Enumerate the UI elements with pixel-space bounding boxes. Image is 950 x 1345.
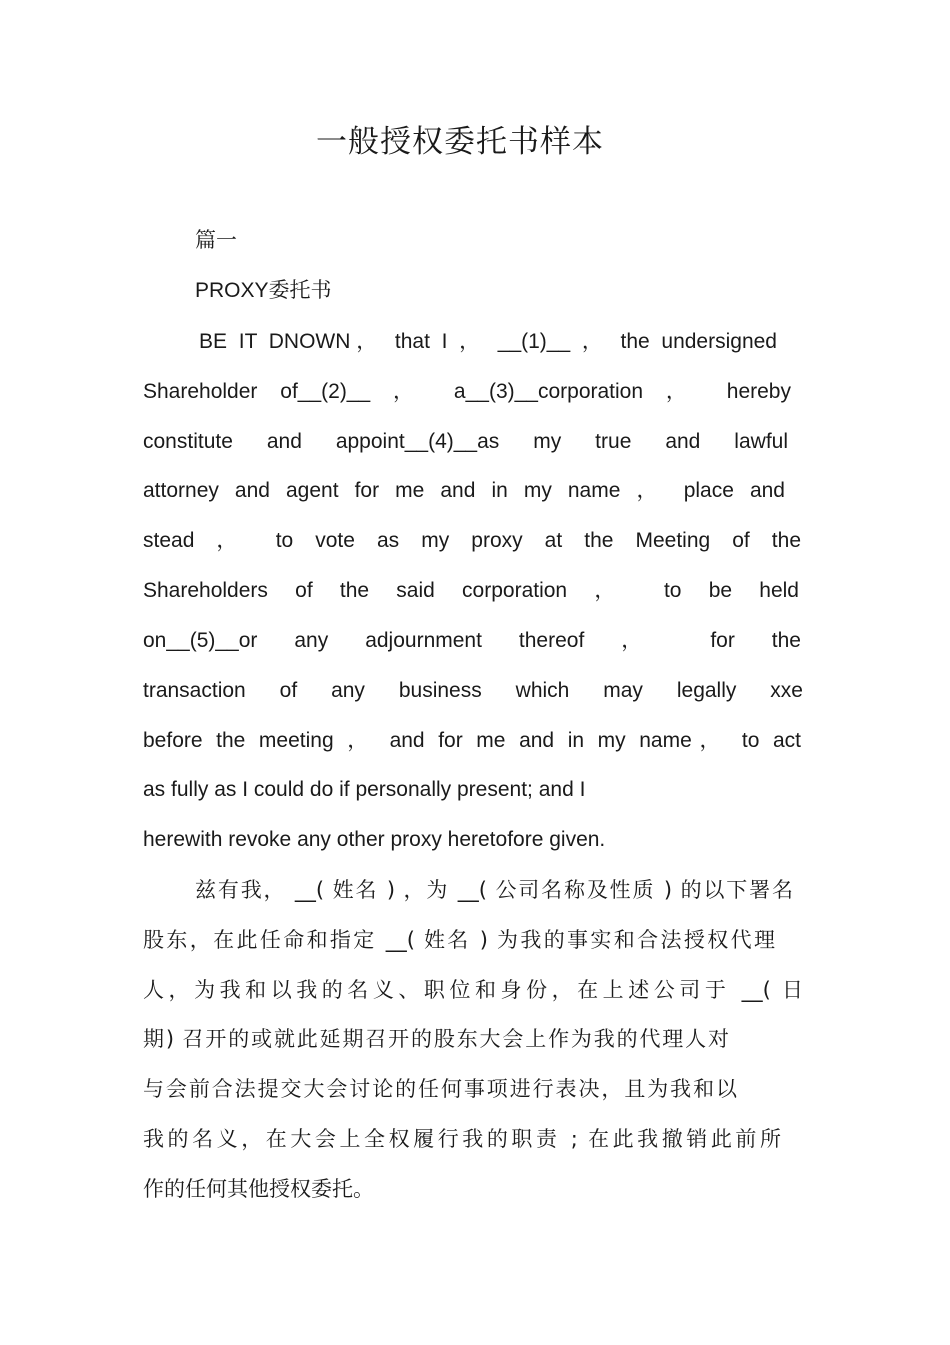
chinese-paragraph-line: 与会前合法提交大会讨论的任何事项进行表决，且为我和以 [143, 1077, 737, 1101]
english-paragraph-line: BE IT DNOWN， that I ， __(1)__ ， the undersigned [199, 330, 777, 353]
english-paragraph-line: Shareholders of the said corporation ， to be held [143, 579, 799, 602]
english-paragraph-line: as fully as I could do if personally present; and I [143, 778, 586, 801]
chinese-paragraph-line: 作的任何其他授权委托。 [143, 1177, 374, 1201]
english-paragraph-line: transaction of any business which may legally xxe [143, 679, 803, 702]
chinese-paragraph-line: 我的名义，在大会上全权履行我的职责 ; 在此我撤销此前所 [143, 1127, 781, 1151]
english-paragraph-line: Shareholder of__(2)__ ， a__(3)__corporation ， hereby [143, 380, 791, 403]
english-paragraph-line: on__(5)__or any adjournment thereof ， for the [143, 629, 801, 652]
page-title: 一般授权委托书样本 [316, 124, 604, 160]
english-paragraph-line: stead ， to vote as my proxy at the Meeting of the [143, 529, 801, 552]
chinese-paragraph-line: 期) 召开的或就此延期召开的股东大会上作为我的代理人对 [143, 1027, 729, 1051]
chinese-paragraph-line: 股东，在此任命和指定 __( 姓名 ) 为我的事实和合法授权代理 [143, 928, 775, 952]
chinese-paragraph-line: 人，为我和以我的名义、职位和身份，在上述公司于 __( 日 [143, 978, 803, 1002]
english-paragraph-line: constitute and appoint__(4)__as my true and lawful [143, 430, 788, 453]
proxy-heading: PROXY委托书 [195, 279, 332, 302]
section-label: 篇一 [195, 228, 237, 252]
chinese-paragraph-line: 兹有我， __( 姓名 ) ，为 __( 公司名称及性质 ) 的以下署名 [195, 878, 793, 902]
english-paragraph-line: before the meeting ， and for me and in my name， to act [143, 729, 801, 752]
english-paragraph-line: attorney and agent for me and in my name ， place and [143, 479, 785, 502]
english-paragraph-line: herewith revoke any other proxy heretofore given. [143, 828, 606, 851]
